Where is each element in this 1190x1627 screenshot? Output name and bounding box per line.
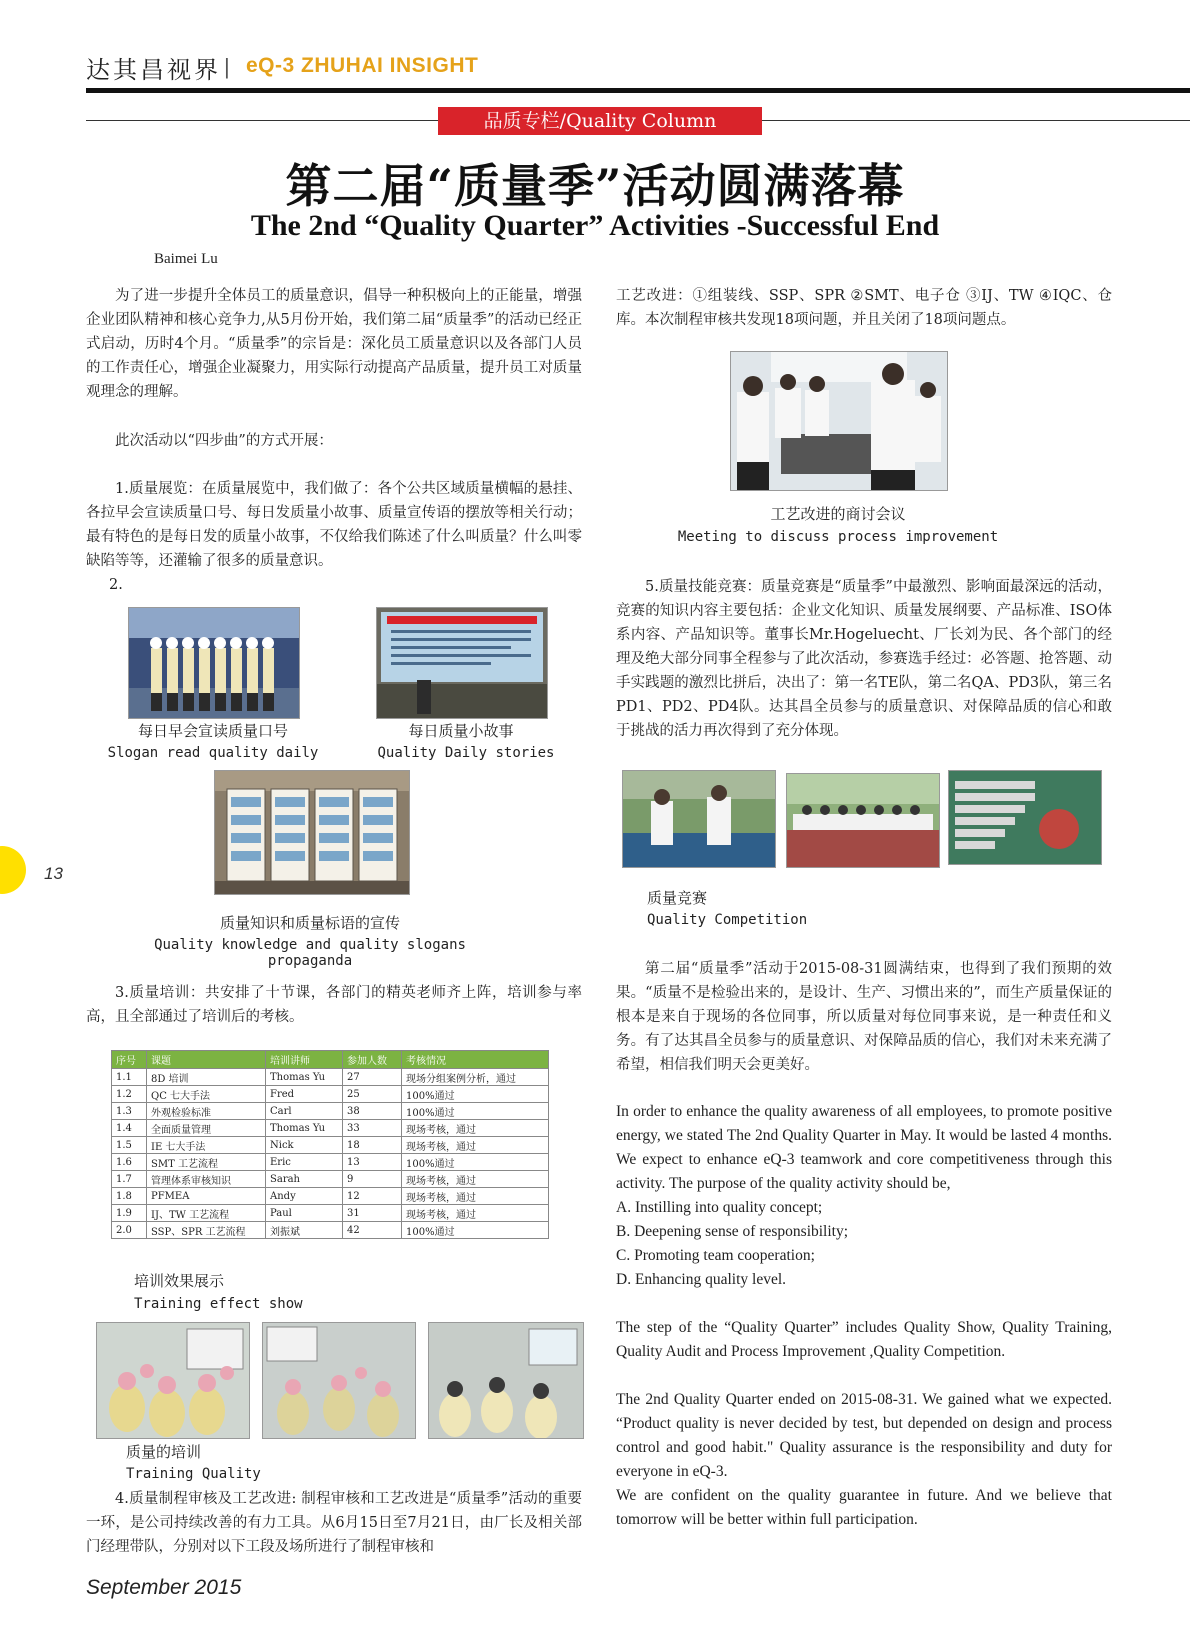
article-title-en: The 2nd “Quality Quarter” Activities -Successful End: [250, 209, 940, 242]
caption-competition-cn: 质量竞赛: [647, 889, 708, 907]
table-cell: 33: [343, 1120, 402, 1137]
table-cell: 38: [343, 1103, 402, 1120]
step3-paragraph: 3.质量培训：共安排了十节课，各部门的精英老师齐上阵，培训参与率高，且全部通过了培训后的考核。: [86, 985, 582, 1025]
column-tag: 品质专栏/Quality Column: [438, 107, 762, 135]
table-cell: 1.6: [112, 1154, 147, 1171]
col-header: 序号: [112, 1051, 147, 1069]
table-row: [112, 1188, 549, 1205]
table-row: [112, 1205, 549, 1222]
col-header: 考核情况: [402, 1051, 549, 1069]
caption-meeting-cn: 工艺改进的商讨会议: [770, 505, 906, 523]
table-cell: 9: [343, 1171, 402, 1188]
table-cell: 100%通过: [402, 1222, 549, 1239]
table-cell: 42: [343, 1222, 402, 1239]
author: Baimei Lu: [154, 251, 218, 267]
english-para-3: The 2nd Quality Quarter ended on 2015-08-31. We gained what we expected. “Product quality is never decided by test, but depended on design and process control and good habit." Quality assurance is the responsibility and duty for everyone in eQ-3.: [616, 1391, 1112, 1480]
table-cell: 1.1: [112, 1069, 147, 1086]
table-cell: 1.4: [112, 1120, 147, 1137]
step5-paragraph: 5.质量技能竞赛：质量竞赛是“质量季”中最激烈、影响面最深远的活动，竞赛的知识内容主要包括：企业文化知识、质量发展纲要、产品标准、ISO体系内容、产品知识等。董事长Mr.Hogeluecht、厂长刘为民、各个部门的经理及绝大部分同事全程参与了此次活动，参赛选手经过：必答题、抢答题、动手实践题的激烈比拼后，决出了：第一名TE队，第二名QA、PD3队，第三名PD1、PD2、PD4队。达其昌全员参与的质量意识、对保障品质的信心和敢于挑战的活力再次得到了充分体现。: [616, 579, 1112, 739]
step4-continued: 工艺改进：①组装线、SSP、SPR ②SMT、电子仓 ③IJ、TW ④IQC、仓库。本次制程审核共发现18项问题，并且关闭了18项问题点。: [616, 288, 1112, 328]
caption-training-en: Training Quality: [126, 1466, 261, 1482]
english-list-item: D. Enhancing quality level.: [616, 1271, 787, 1288]
step4-paragraph: 4.质量制程审核及工艺改进: 制程审核和工艺改进是“质量季”活动的重要一环，是公司持续改善的有力工具。从6月15日至7月21日，由厂长及相关部门经理带队，分别对以下工段及场所进行了制程审核和: [86, 1491, 582, 1555]
table-cell: 1.2: [112, 1086, 147, 1103]
table-header-row: [112, 1051, 549, 1069]
competition-photo-1: [622, 770, 776, 868]
training-photo-2: [262, 1322, 416, 1439]
col-header: 课题: [147, 1051, 266, 1069]
table-cell: Fred: [266, 1086, 343, 1103]
table-row: [112, 1137, 549, 1154]
table-cell: 现场考核，通过: [402, 1137, 549, 1154]
table-cell: 27: [343, 1069, 402, 1086]
table-cell: SMT 工艺流程: [147, 1154, 266, 1171]
masthead-separator: |: [224, 54, 230, 79]
table-row: [112, 1154, 549, 1171]
slogan-photo: [128, 607, 300, 719]
table-cell: 31: [343, 1205, 402, 1222]
table-cell: 现场考核，通过: [402, 1171, 549, 1188]
magazine-name-en: eQ-3 ZHUHAI INSIGHT: [246, 54, 479, 77]
article-title-cn: 第二届“质量季”活动圆满落幕: [285, 159, 905, 213]
english-para-2: The step of the “Quality Quarter” includes Quality Show, Quality Training, Quality Audit and Process Improvement ,Quality Competition.: [616, 1319, 1112, 1360]
caption-story-cn: 每日质量小故事: [408, 722, 514, 740]
caption-knowledge-en: Quality knowledge and quality slogans propaganda: [154, 937, 466, 969]
table-cell: IE 七大手法: [147, 1137, 266, 1154]
training-table: [111, 1050, 549, 1239]
table-cell: Eric: [266, 1154, 343, 1171]
caption-effect-en: Training effect show: [134, 1296, 303, 1312]
caption-slogan-cn: 每日早会宣读质量口号: [137, 722, 288, 740]
table-cell: 现场考核，通过: [402, 1120, 549, 1137]
competition-photo-3: [948, 770, 1102, 865]
table-cell: 2.0: [112, 1222, 147, 1239]
table-cell: Thomas Yu: [266, 1069, 343, 1086]
table-cell: 管理体系审核知识: [147, 1171, 266, 1188]
table-cell: 18: [343, 1137, 402, 1154]
col-header: 参加人数: [343, 1051, 402, 1069]
table-cell: 13: [343, 1154, 402, 1171]
english-list-item: B. Deepening sense of responsibility;: [616, 1223, 849, 1240]
caption-effect-cn: 培训效果展示: [134, 1272, 225, 1290]
table-cell: 1.7: [112, 1171, 147, 1188]
table-cell: 全面质量管理: [147, 1120, 266, 1137]
conclusion-paragraph: 第二届“质量季”活动于2015-08-31圆满结束，也得到了我们预期的效果。“质量不是检验出来的，是设计、生产、习惯出来的”，而生产质量保证的根本是来自于现场的各位同事，所以质量对每位同事来说，是一种责任和义务。有了达其昌全员参与的质量意识、对保障品质的信心，我们对未来充满了希望，相信我们明天会更美好。: [616, 961, 1112, 1073]
intro-paragraph: 为了进一步提升全体员工的质量意识，倡导一种积极向上的正能量，增强企业团队精神和核心竞争力,从5月份开始，我们第二届“质量季”的活动已经正式启动，历时4个月。“质量季”的宗旨是：深化员工质量意识以及各部门人员的工作责任心，增强企业凝聚力，用实际行动提高产品质量，提升员工对质量观理念的理解。: [86, 288, 582, 400]
competition-photo-2: [786, 773, 940, 868]
table-cell: QC 七大手法: [147, 1086, 266, 1103]
table-cell: 100%通过: [402, 1154, 549, 1171]
caption-story-en: Quality Daily stories: [377, 745, 555, 761]
table-cell: 现场分组案例分析，通过: [402, 1069, 549, 1086]
caption-knowledge-cn: 质量知识和质量标语的宣传: [219, 914, 400, 932]
table-row: [112, 1171, 549, 1188]
step2-label: 2.: [109, 577, 123, 593]
table-row: [112, 1086, 549, 1103]
caption-slogan-en: Slogan read quality daily: [107, 745, 319, 761]
table-row: [112, 1069, 549, 1086]
table-cell: 12: [343, 1188, 402, 1205]
issue-date: September 2015: [86, 1576, 242, 1599]
story-board-photo: [376, 607, 548, 719]
table-cell: 1.9: [112, 1205, 147, 1222]
table-cell: 1.3: [112, 1103, 147, 1120]
caption-competition-en: Quality Competition: [647, 912, 808, 928]
table-cell: Thomas Yu: [266, 1120, 343, 1137]
table-cell: 现场考核，通过: [402, 1188, 549, 1205]
table-cell: Sarah: [266, 1171, 343, 1188]
knowledge-boards-photo: [214, 770, 410, 895]
table-cell: 外观检验标准: [147, 1103, 266, 1120]
table-cell: 现场考核，通过: [402, 1205, 549, 1222]
page-marker-dot: [0, 846, 26, 894]
step1-paragraph: 1.质量展览：在质量展览中，我们做了：各个公共区域质量横幅的悬挂、各拉早会宣读质量口号、每日发质量小故事、质量宣传语的摆放等相关行动；最有特色的是每日发的质量小故事，不仅给我们陈述了什么叫质量？什么叫零缺陷等等，还灌输了很多的质量意识。: [86, 481, 582, 569]
table-row: [112, 1222, 549, 1239]
english-list-item: A. Instilling into quality concept;: [616, 1199, 823, 1216]
table-row: [112, 1103, 549, 1120]
training-photo-3: [428, 1322, 584, 1439]
table-cell: SSP、SPR 工艺流程: [147, 1222, 266, 1239]
english-summary: [616, 1100, 1112, 1532]
table-cell: Paul: [266, 1205, 343, 1222]
table-cell: PFMEA: [147, 1188, 266, 1205]
table-row: [112, 1120, 549, 1137]
caption-meeting-en: Meeting to discuss process improvement: [677, 529, 999, 545]
page-number: 13: [44, 864, 63, 883]
meeting-photo: [730, 351, 948, 491]
col-header: 培训讲师: [266, 1051, 343, 1069]
table-cell: 1.8: [112, 1188, 147, 1205]
table-cell: 100%通过: [402, 1086, 549, 1103]
table-cell: IJ、TW 工艺流程: [147, 1205, 266, 1222]
english-list-item: C. Promoting team cooperation;: [616, 1247, 815, 1264]
magazine-name-cn: 达其昌视界: [86, 56, 221, 84]
english-para-4: We are confident on the quality guarantee in future. And we believe that tomorrow will be better within full participation.: [616, 1487, 1112, 1528]
table-cell: Carl: [266, 1103, 343, 1120]
table-cell: 25: [343, 1086, 402, 1103]
four-steps-intro: 此次活动以“四步曲”的方式开展：: [115, 433, 333, 449]
header-rule: [86, 88, 1190, 93]
table-cell: Nick: [266, 1137, 343, 1154]
table-cell: 8D 培训: [147, 1069, 266, 1086]
table-cell: 1.5: [112, 1137, 147, 1154]
table-cell: Andy: [266, 1188, 343, 1205]
table-cell: 100%通过: [402, 1103, 549, 1120]
table-cell: 刘振斌: [266, 1222, 343, 1239]
training-photo-1: [96, 1322, 250, 1439]
caption-training-cn: 质量的培训: [126, 1443, 202, 1461]
english-para-1: In order to enhance the quality awareness of all employees, to promote positive energy, we stated The 2nd Quality Quarter in May. It would be lasted 4 months. We expect to enhance eQ-3 teamwork and core competitiveness through this activity. The purpose of the quality activity should be,: [616, 1103, 1112, 1192]
training-table-wrapper: [111, 1050, 549, 1239]
